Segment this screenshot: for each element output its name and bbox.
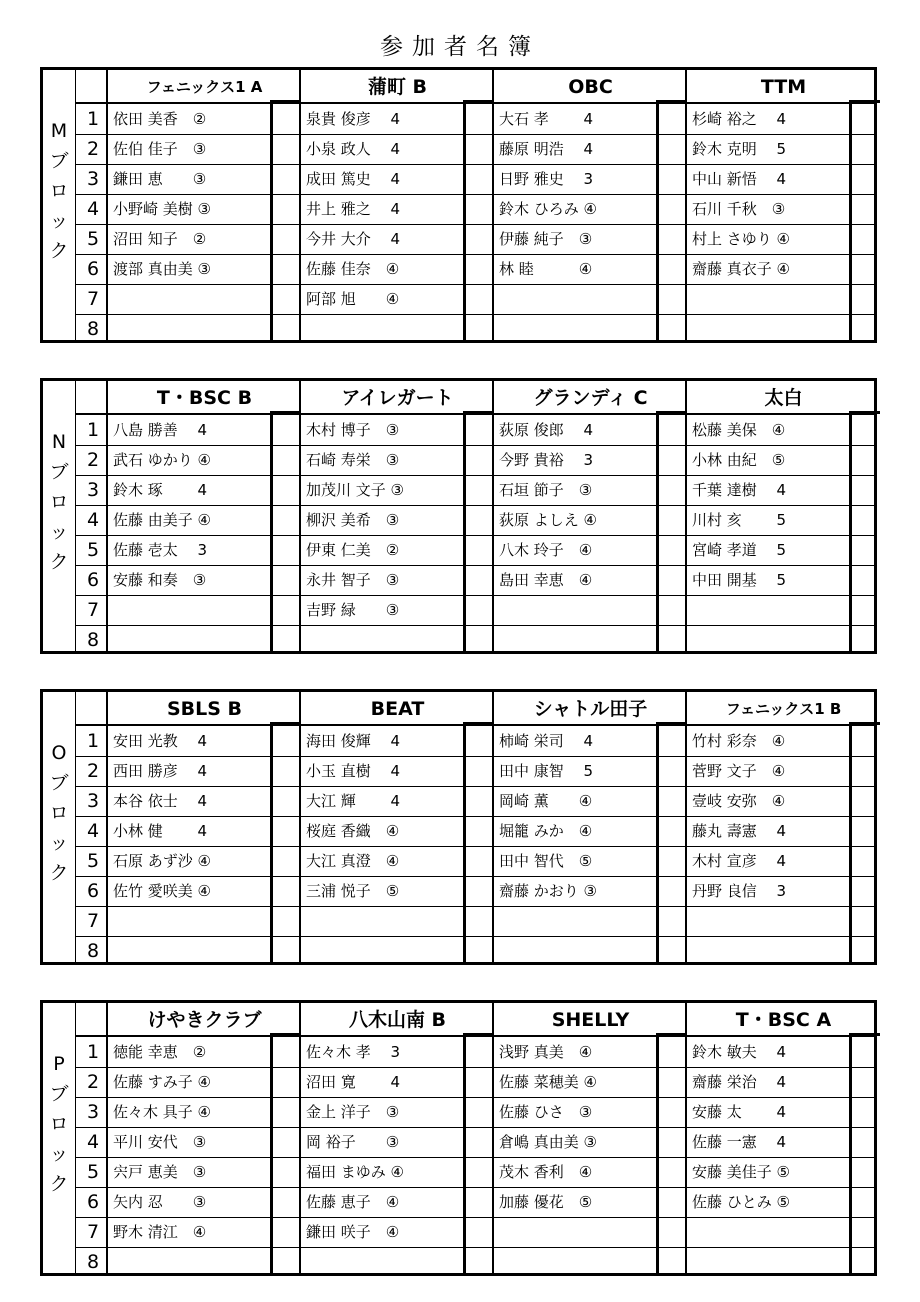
team-name: T・BSC B — [156, 387, 253, 409]
member-name: 矢内 忍 ③ — [113, 1193, 207, 1211]
row-number: 6 — [86, 1191, 100, 1213]
team-name: TTM — [760, 76, 807, 98]
row-number: 8 — [86, 629, 100, 651]
block-p — [40, 1000, 877, 1276]
member-name: 林 睦 ④ — [499, 260, 593, 278]
member-name: 竹村 彩奈 ④ — [692, 732, 786, 750]
member-name: 石崎 寿栄 ③ — [306, 451, 400, 469]
member-name: 菅野 文子 ④ — [692, 762, 786, 780]
divider — [492, 70, 494, 340]
member-name: 齋藤 栄治 4 — [692, 1073, 787, 1091]
member-name: 井上 雅之 4 — [306, 200, 401, 218]
member-name: 佐々木 具子 ④ — [113, 1103, 211, 1121]
member-name: 佐藤 一憲 4 — [692, 1133, 787, 1151]
member-name: 丹野 良信 3 — [692, 882, 787, 900]
team-name: 八木山南 B — [348, 1009, 447, 1031]
divider — [685, 70, 687, 340]
member-name: 荻原 俊郎 4 — [499, 421, 594, 439]
page-title: 参加者名簿 — [380, 34, 540, 60]
divider — [685, 692, 687, 962]
divider — [299, 692, 301, 962]
member-name: 今野 貴裕 3 — [499, 451, 594, 469]
member-name: 八木 玲子 ④ — [499, 541, 593, 559]
member-name: 佐藤 由美子 ④ — [113, 511, 211, 529]
score-column — [849, 411, 880, 651]
block-label — [43, 70, 75, 340]
member-name: 佐藤 ひさ ③ — [499, 1103, 593, 1121]
block-label — [43, 381, 75, 651]
member-name: 杉崎 裕之 4 — [692, 110, 787, 128]
block-n — [40, 378, 877, 654]
row-number: 3 — [86, 479, 100, 501]
row-number: 1 — [86, 419, 100, 441]
team-name: シャトル田子 — [533, 698, 648, 720]
block-label-char: ッ — [49, 210, 69, 232]
row-number: 3 — [86, 1101, 100, 1123]
member-name: 佐藤 恵子 ④ — [306, 1193, 400, 1211]
member-name: 島田 幸恵 ④ — [499, 571, 593, 589]
block-label — [43, 1003, 75, 1273]
member-name: 伊藤 純子 ③ — [499, 230, 593, 248]
score-column — [656, 100, 687, 340]
score-column — [270, 1033, 301, 1273]
team-name: OBC — [568, 76, 613, 98]
member-name: 大石 孝 4 — [499, 110, 594, 128]
divider — [299, 70, 301, 340]
block-label — [43, 692, 75, 962]
member-name: 中田 開基 5 — [692, 571, 787, 589]
row-number: 5 — [86, 1161, 100, 1183]
member-name: 佐伯 佳子 ③ — [113, 140, 207, 158]
divider — [75, 381, 76, 651]
row-number: 3 — [86, 790, 100, 812]
row-number: 8 — [86, 1251, 100, 1273]
member-name: 岡 裕子 ③ — [306, 1133, 400, 1151]
row-number: 8 — [86, 940, 100, 962]
row-number: 7 — [86, 288, 100, 310]
block-label-char: ブ — [49, 150, 69, 172]
member-name: 海田 俊輝 4 — [306, 732, 401, 750]
member-name: 浅野 真美 ④ — [499, 1043, 593, 1061]
member-name: 福田 まゆみ ④ — [306, 1163, 404, 1181]
row-number: 4 — [86, 820, 100, 842]
member-name: 柳沢 美希 ③ — [306, 511, 400, 529]
member-name: 松藤 美保 ④ — [692, 421, 786, 439]
member-name: 宍戸 恵美 ③ — [113, 1163, 207, 1181]
member-name: 石川 千秋 ③ — [692, 200, 786, 218]
member-name: 安田 光教 4 — [113, 732, 208, 750]
row-number: 7 — [86, 910, 100, 932]
row-number: 5 — [86, 850, 100, 872]
divider — [492, 1003, 494, 1273]
member-name: 堀籠 みか ④ — [499, 822, 593, 840]
block-o — [40, 689, 877, 965]
divider — [75, 1003, 76, 1273]
member-name: 石垣 節子 ③ — [499, 481, 593, 499]
team-name: フェニックス1 B — [725, 700, 842, 718]
row-number: 7 — [86, 599, 100, 621]
score-column — [849, 722, 880, 962]
score-column — [463, 100, 494, 340]
member-name: 小玉 直樹 4 — [306, 762, 401, 780]
member-name: 佐藤 壱太 3 — [113, 541, 208, 559]
row-number: 1 — [86, 730, 100, 752]
row-number: 2 — [86, 1071, 100, 1093]
block-label-char: M — [50, 120, 68, 142]
member-name: 安藤 美佳子 ⑤ — [692, 1163, 790, 1181]
block-label-char: ク — [49, 1173, 69, 1195]
team-name: 太白 — [764, 387, 803, 409]
member-name: 木村 博子 ③ — [306, 421, 400, 439]
divider — [685, 381, 687, 651]
block-label-char: ク — [49, 551, 69, 573]
score-column — [463, 411, 494, 651]
member-name: 田中 智代 ⑤ — [499, 852, 593, 870]
divider — [492, 692, 494, 962]
team-name: SBLS B — [166, 698, 243, 720]
row-number: 2 — [86, 449, 100, 471]
member-name: 平川 安代 ③ — [113, 1133, 207, 1151]
team-name: けやきクラブ — [147, 1009, 262, 1031]
divider — [492, 381, 494, 651]
member-name: 佐竹 愛咲美 ④ — [113, 882, 211, 900]
member-name: 倉嶋 真由美 ③ — [499, 1133, 597, 1151]
member-name: 徳能 幸恵 ② — [113, 1043, 207, 1061]
team-name: BEAT — [370, 698, 425, 720]
block-label-char: O — [51, 742, 67, 764]
member-name: 日野 雅史 3 — [499, 170, 594, 188]
block-label-char: ッ — [49, 521, 69, 543]
block-label-char: N — [51, 431, 67, 453]
member-name: 佐々木 孝 3 — [306, 1043, 401, 1061]
block-label-char: ブ — [49, 461, 69, 483]
member-name: 本谷 依士 4 — [113, 792, 208, 810]
block-label-char: ッ — [49, 832, 69, 854]
member-name: 成田 篤史 4 — [306, 170, 401, 188]
row-number: 2 — [86, 138, 100, 160]
member-name: 鎌田 恵 ③ — [113, 170, 207, 188]
divider — [75, 692, 76, 962]
score-column — [270, 411, 301, 651]
member-name: 小泉 政人 4 — [306, 140, 401, 158]
row-number: 1 — [86, 1041, 100, 1063]
member-name: 茂木 香利 ④ — [499, 1163, 593, 1181]
block-label-char: ブ — [49, 772, 69, 794]
divider — [299, 381, 301, 651]
member-name: 佐藤 菜穂美 ④ — [499, 1073, 597, 1091]
member-name: 加茂川 文子 ③ — [306, 481, 404, 499]
member-name: 鈴木 克明 5 — [692, 140, 787, 158]
block-label-char: ッ — [49, 1143, 69, 1165]
team-name: アイレガート — [341, 387, 454, 409]
member-name: 加藤 優花 ⑤ — [499, 1193, 593, 1211]
block-m — [40, 67, 877, 343]
member-name: 村上 さゆり ④ — [692, 230, 790, 248]
member-name: 吉野 緑 ③ — [306, 601, 400, 619]
member-name: 佐藤 佳奈 ④ — [306, 260, 400, 278]
team-name: 蒲町 B — [367, 76, 428, 98]
member-name: 壹岐 安弥 ④ — [692, 792, 786, 810]
divider — [75, 70, 76, 340]
score-column — [463, 722, 494, 962]
member-name: 伊東 仁美 ② — [306, 541, 400, 559]
member-name: 渡部 真由美 ③ — [113, 260, 211, 278]
member-name: 齋藤 かおり ③ — [499, 882, 597, 900]
block-label-char: P — [53, 1053, 65, 1075]
divider — [685, 1003, 687, 1273]
member-name: 大江 輝 4 — [306, 792, 401, 810]
member-name: 西田 勝彦 4 — [113, 762, 208, 780]
block-label-char: ロ — [49, 1113, 69, 1135]
member-name: 石原 あず沙 ④ — [113, 852, 211, 870]
member-name: 川村 亥 5 — [692, 511, 787, 529]
block-label-char: ブ — [49, 1083, 69, 1105]
score-column — [270, 722, 301, 962]
member-name: 荻原 よしえ ④ — [499, 511, 597, 529]
member-name: 鈴木 ひろみ ④ — [499, 200, 597, 218]
score-column — [270, 100, 301, 340]
member-name: 藤丸 壽憲 4 — [692, 822, 787, 840]
member-name: 佐藤 すみ子 ④ — [113, 1073, 211, 1091]
team-name: SHELLY — [551, 1009, 630, 1031]
member-name: 泉貴 俊彦 4 — [306, 110, 401, 128]
team-name: フェニックス1 A — [146, 78, 263, 96]
member-name: 鈴木 敏夫 4 — [692, 1043, 787, 1061]
row-number: 4 — [86, 1131, 100, 1153]
row-number: 8 — [86, 318, 100, 340]
row-number: 7 — [86, 1221, 100, 1243]
team-name: T・BSC A — [735, 1009, 832, 1031]
row-number: 6 — [86, 569, 100, 591]
member-name: 安藤 太 4 — [692, 1103, 787, 1121]
member-name: 宮崎 孝道 5 — [692, 541, 787, 559]
row-number: 4 — [86, 509, 100, 531]
block-label-char: ク — [49, 862, 69, 884]
block-label-char: ロ — [49, 180, 69, 202]
score-column — [463, 1033, 494, 1273]
member-name: 野木 清江 ④ — [113, 1223, 207, 1241]
member-name: 依田 美香 ② — [113, 110, 207, 128]
member-name: 永井 智子 ③ — [306, 571, 400, 589]
member-name: 岡崎 薫 ④ — [499, 792, 593, 810]
row-number: 5 — [86, 228, 100, 250]
row-number: 2 — [86, 760, 100, 782]
member-name: 阿部 旭 ④ — [306, 290, 400, 308]
member-name: 大江 真澄 ④ — [306, 852, 400, 870]
block-label-char: ク — [49, 240, 69, 262]
member-name: 三浦 悦子 ⑤ — [306, 882, 400, 900]
member-name: 武石 ゆかり ④ — [113, 451, 211, 469]
score-column — [656, 1033, 687, 1273]
row-number: 4 — [86, 198, 100, 220]
row-number: 5 — [86, 539, 100, 561]
member-name: 今井 大介 4 — [306, 230, 401, 248]
member-name: 小林 由紀 ⑤ — [692, 451, 786, 469]
row-number: 6 — [86, 258, 100, 280]
score-column — [656, 722, 687, 962]
member-name: 桜庭 香織 ④ — [306, 822, 400, 840]
member-name: 佐藤 ひとみ ⑤ — [692, 1193, 790, 1211]
member-name: 小野崎 美樹 ③ — [113, 200, 211, 218]
member-name: 沼田 知子 ② — [113, 230, 207, 248]
member-name: 齋藤 真衣子 ④ — [692, 260, 790, 278]
score-column — [849, 1033, 880, 1273]
member-name: 金上 洋子 ③ — [306, 1103, 400, 1121]
row-number: 6 — [86, 880, 100, 902]
member-name: 藤原 明浩 4 — [499, 140, 594, 158]
member-name: 沼田 寛 4 — [306, 1073, 401, 1091]
member-name: 田中 康智 5 — [499, 762, 594, 780]
row-number: 3 — [86, 168, 100, 190]
member-name: 柿崎 栄司 4 — [499, 732, 594, 750]
member-name: 鈴木 琢 4 — [113, 481, 208, 499]
member-name: 安藤 和奏 ③ — [113, 571, 207, 589]
divider — [299, 1003, 301, 1273]
member-name: 中山 新悟 4 — [692, 170, 787, 188]
row-number: 1 — [86, 108, 100, 130]
team-name: グランディ C — [533, 387, 648, 409]
block-label-char: ロ — [49, 802, 69, 824]
member-name: 木村 宣彦 4 — [692, 852, 787, 870]
member-name: 千葉 達樹 4 — [692, 481, 787, 499]
score-column — [656, 411, 687, 651]
member-name: 小林 健 4 — [113, 822, 208, 840]
member-name: 八島 勝善 4 — [113, 421, 208, 439]
score-column — [849, 100, 880, 340]
member-name: 鎌田 咲子 ④ — [306, 1223, 400, 1241]
block-label-char: ロ — [49, 491, 69, 513]
